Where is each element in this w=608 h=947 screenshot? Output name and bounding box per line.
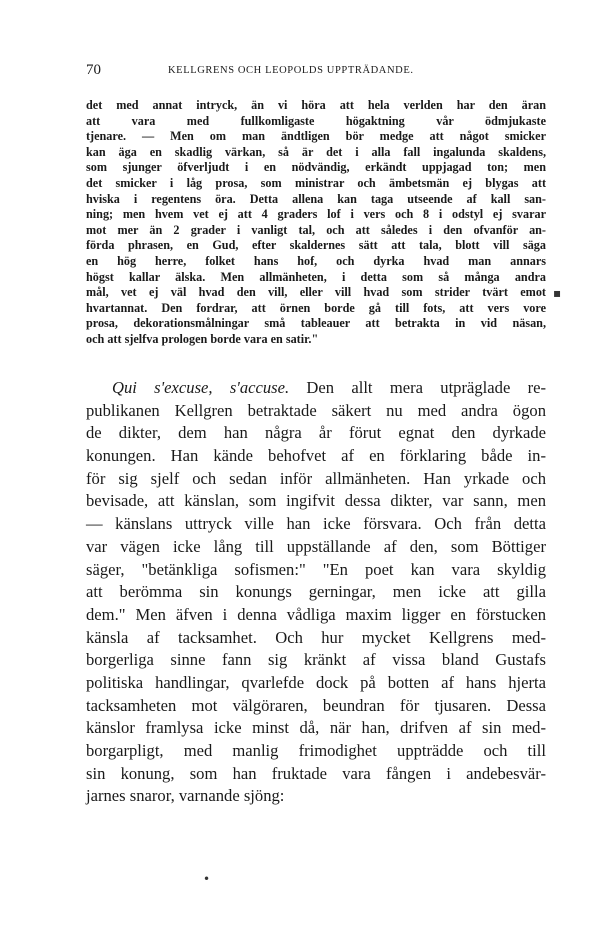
body-line: bevisade, att känslan, som ingifvit dessa dikter, var sann, men <box>86 491 546 511</box>
body-line: de dikter, dem han några år förut egnat den dyrkade <box>86 423 546 443</box>
quote-line: att vara med fullkomligaste högaktning vår ödmjukaste <box>86 113 546 128</box>
body-line-first <box>86 377 546 400</box>
body-line: publikanen Kellgren betraktade säkert nu med andra ögon <box>86 400 546 420</box>
body-line: känslor framlysa icke minst då, när han, drifven af sin med- <box>86 718 546 738</box>
quote-line: kan äga en skadlig värkan, så är det i alla fall ingalunda skaldens, <box>86 144 546 159</box>
body-line: konungen. Han kände behofvet af en förklaring både in- <box>86 446 546 466</box>
ink-speck-mark: • <box>203 872 211 886</box>
body-paragraph <box>86 377 546 808</box>
quote-line: hvartannat. Den fordrar, att örnen borde gå till fots, att vers vore <box>86 300 546 315</box>
body-line: sin konung, som han fruktade vara fången i andebesvär- <box>86 763 546 783</box>
body-line: att berömma sin konungs gerningar, men icke att gilla <box>86 582 546 602</box>
body-line: var vägen icke lång till uppställande af den, som Böttiger <box>86 536 546 556</box>
quote-line: en hög herre, folket hans hof, och dyrka hvad man annars <box>86 253 546 268</box>
quote-line: det med annat intryck, än vi höra att hela verlden har den äran <box>86 98 546 112</box>
body-line: borgarpligt, med manlig frimodighet uppträdde och till <box>86 741 546 760</box>
quote-line: ning; men hvem vet ej att 4 graders lof i vers och 8 i odstyl ej svarar <box>86 207 546 222</box>
page-number: 70 <box>86 62 101 78</box>
first-line-rest: Den allt mera utpräglade re- <box>289 378 547 397</box>
ink-speck-mark: ▪ <box>553 286 562 300</box>
body-line: jarnes snaror, varnande sjöng: <box>86 786 285 806</box>
body-line: tacksamheten mot välgöraren, beundran för tjusaren. Dessa <box>86 695 546 715</box>
quote-line: tjenare. — Men om man ändtligen bör medge att något smicker <box>86 129 546 144</box>
quote-line: och att sjelfva prologen borde vara en satir." <box>86 331 319 346</box>
body-line: — känslans uttryck ville han icke försvara. Och från detta <box>86 514 546 534</box>
quote-line: prosa, dekorationsmålningar små tableauer att betrakta in vid näsan, <box>86 316 546 331</box>
quoted-passage <box>86 98 546 348</box>
quote-line: mål, vet ej väl hvad den vill, eller vill hvad som strider tvärt emot <box>86 285 546 300</box>
body-line: känsla af tacksamhet. Och hur mycket Kellgrens med- <box>86 627 546 647</box>
running-title: KELLGRENS OCH LEOPOLDS UPPTRÄDANDE. <box>168 65 414 76</box>
quote-line: mot mer än 2 grader i vanligt tal, och att således i den ofvanför an- <box>86 222 546 237</box>
body-line: för sig sjelf och sedan inför allmänheten. Han yrkade och <box>86 468 546 488</box>
quote-line: förda phrasen, en Gud, efter skaldernes sätt att tala, blott vill säga <box>86 238 546 253</box>
quote-line: högst kallar älska. Men allmänheten, i detta som så många andra <box>86 269 546 284</box>
body-line: borgerliga sinne fann sig kränkt af vissa bland Gustafs <box>86 650 546 670</box>
page-header <box>86 62 548 82</box>
quote-line: som sjunger öfverljudt i en nödvändig, erkändt uppjagad ton; men <box>86 160 546 175</box>
quote-line: hviska i regentens öra. Detta allena kan taga utseende af kall san- <box>86 191 546 206</box>
opening-phrase: Qui s'excuse, s'accuse. <box>112 378 290 397</box>
body-line: dem." Men äfven i denna vådliga maxim ligger en förstucken <box>86 604 546 624</box>
body-line: säger, "betänkliga sofismen:" "En poet kan vara skyldig <box>86 559 546 579</box>
body-line: politiska handlingar, qvarlefde dock på botten af hans hjerta <box>86 672 546 692</box>
quote-line: det smicker i låg prosa, som ministrar och ämbetsmän ej blygas att <box>86 175 546 190</box>
